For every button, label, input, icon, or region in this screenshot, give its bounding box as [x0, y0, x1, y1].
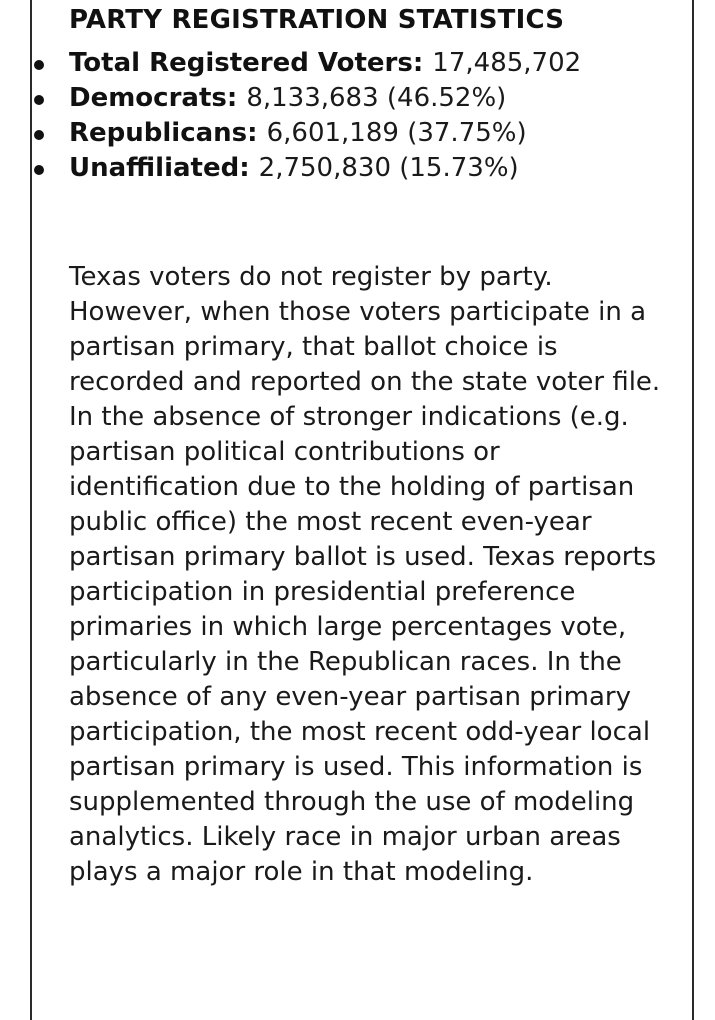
stat-value: 17,485,702	[432, 48, 582, 78]
stat-label: Total Registered Voters:	[69, 48, 433, 78]
bullet-icon	[34, 165, 44, 175]
section-heading: PARTY REGISTRATION STATISTICS	[69, 5, 565, 35]
stat-label: Unaffiliated:	[69, 153, 259, 183]
stat-total-voters	[0, 46, 715, 81]
stat-unaffiliated	[0, 151, 715, 186]
stats-list	[0, 46, 715, 186]
stat-label: Democrats:	[69, 83, 247, 113]
methodology-paragraph: Texas voters do not register by party. However, when those voters participate in a partisan primary, that ballot choice is recorded and reported on the state voter file. In the absence of stronger indications (e.g. partisan political contributions or identification due to the holding of partisan public office) the most recent even-year partisan primary ballot is used. Texas reports participation in presidential preference primaries in which large percentages vote, particularly in the Republican races. In the absence of any even-year partisan primary participation, the most recent odd-year local partisan primary is used. This information is supplemented through the use of modeling analytics. Likely race in major urban areas plays a major role in that modeling.	[69, 262, 661, 887]
bullet-icon	[34, 130, 44, 140]
stat-democrats	[0, 81, 715, 116]
stat-value: 2,750,830 (15.73%)	[258, 153, 519, 183]
stat-republicans	[0, 116, 715, 151]
bullet-icon	[34, 95, 44, 105]
stat-value: 6,601,189 (37.75%)	[266, 118, 527, 148]
stat-label: Republicans:	[69, 118, 267, 148]
bullet-icon	[34, 60, 44, 70]
stat-value: 8,133,683 (46.52%)	[246, 83, 507, 113]
